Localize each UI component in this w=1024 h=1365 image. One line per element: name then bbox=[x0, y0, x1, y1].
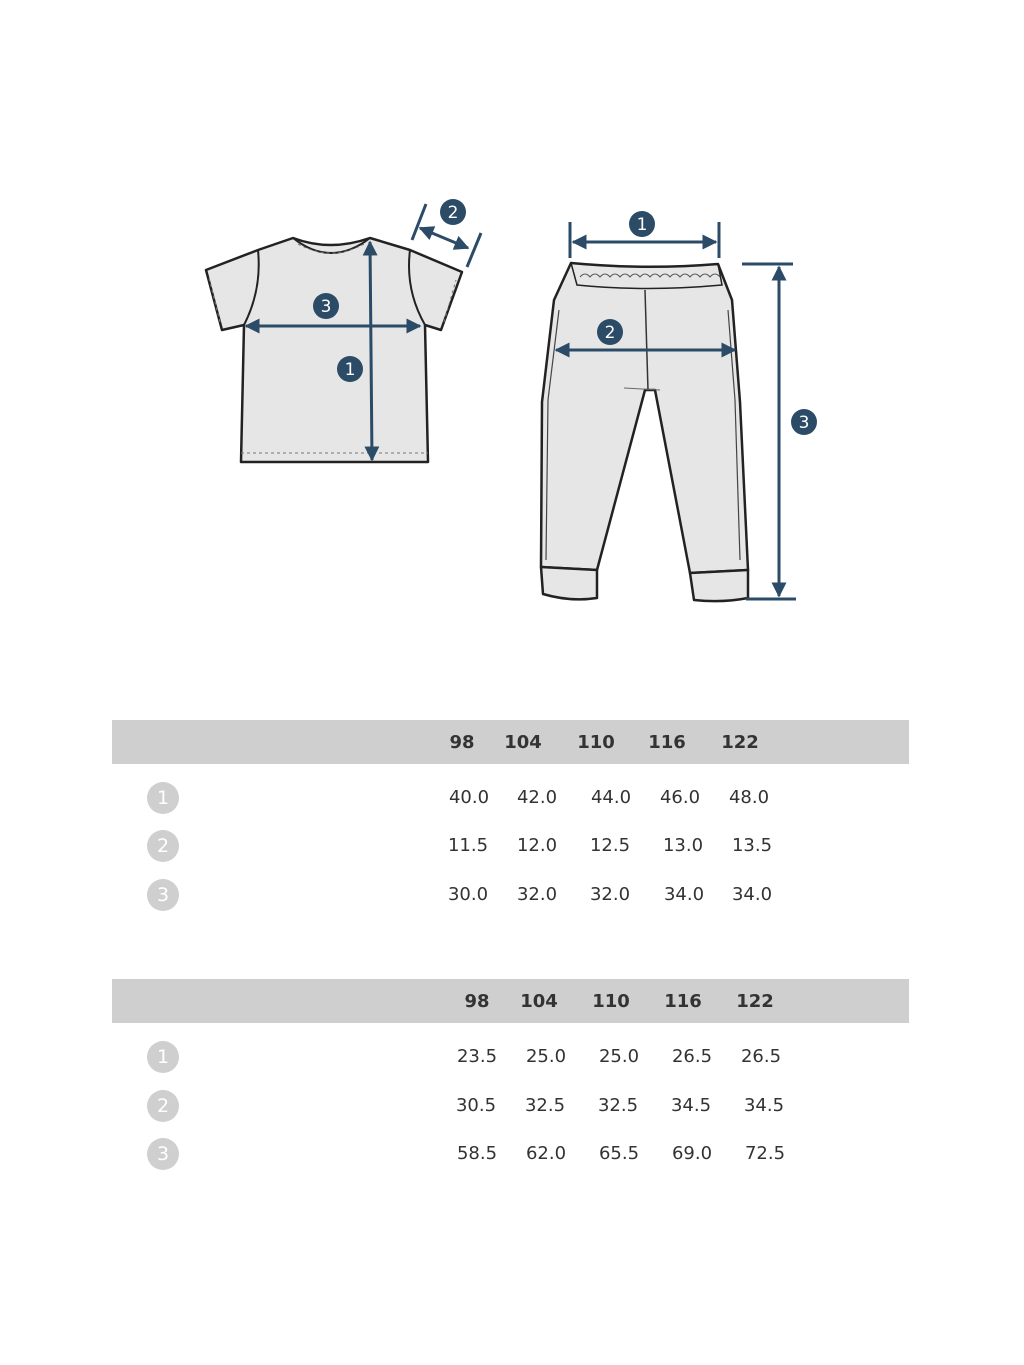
table-cell: 25.0 bbox=[598, 1046, 640, 1067]
size-label: 122 bbox=[736, 991, 774, 1012]
size-label: 98 bbox=[464, 991, 490, 1012]
pants-illustration bbox=[541, 211, 817, 601]
table-row bbox=[112, 1038, 909, 1078]
table-cell: 44.0 bbox=[590, 787, 632, 808]
row-badge: 3 bbox=[147, 1138, 179, 1170]
size-label: 104 bbox=[520, 991, 558, 1012]
table-cell: 58.5 bbox=[456, 1143, 498, 1164]
table-cell: 48.0 bbox=[728, 787, 770, 808]
table-cell: 30.0 bbox=[447, 884, 489, 905]
table-cell: 69.0 bbox=[671, 1143, 713, 1164]
pants-badge-1-label: 1 bbox=[636, 215, 648, 235]
table-cell: 42.0 bbox=[516, 787, 558, 808]
table-cell: 32.5 bbox=[524, 1095, 566, 1116]
table-cell: 23.5 bbox=[456, 1046, 498, 1067]
table-cell: 25.0 bbox=[525, 1046, 567, 1067]
table-cell: 32.0 bbox=[516, 884, 558, 905]
row-badge: 1 bbox=[147, 1041, 179, 1073]
table-cell: 46.0 bbox=[659, 787, 701, 808]
table-cell: 12.0 bbox=[516, 835, 558, 856]
size-label: 110 bbox=[592, 991, 630, 1012]
table-cell: 32.0 bbox=[589, 884, 631, 905]
table-cell: 72.5 bbox=[744, 1143, 786, 1164]
table-row bbox=[112, 827, 909, 867]
table-cell: 32.5 bbox=[597, 1095, 639, 1116]
tshirt-sleeve-arrow bbox=[420, 228, 468, 248]
size-label: 116 bbox=[664, 991, 702, 1012]
table-row bbox=[112, 779, 909, 819]
row-badge: 1 bbox=[147, 782, 179, 814]
table-cell: 26.5 bbox=[740, 1046, 782, 1067]
size-label: 98 bbox=[449, 732, 475, 753]
table-cell: 34.5 bbox=[670, 1095, 712, 1116]
tshirt-badge-3-label: 3 bbox=[320, 297, 332, 317]
size-label: 116 bbox=[648, 732, 686, 753]
row-badge: 2 bbox=[147, 1090, 179, 1122]
table-cell: 40.0 bbox=[448, 787, 490, 808]
tshirt-badge-1-label: 1 bbox=[344, 360, 356, 380]
tshirt-table-header bbox=[112, 720, 909, 764]
pants-table-header bbox=[112, 979, 909, 1023]
table-cell: 30.5 bbox=[455, 1095, 497, 1116]
tshirt-size-table bbox=[112, 720, 909, 920]
pants-badge-3-label: 3 bbox=[798, 413, 810, 433]
row-badge: 2 bbox=[147, 830, 179, 862]
table-cell: 65.5 bbox=[598, 1143, 640, 1164]
table-row bbox=[112, 1135, 909, 1175]
pants-badge-2-label: 2 bbox=[604, 323, 616, 343]
table-cell: 13.5 bbox=[731, 835, 773, 856]
table-cell: 34.0 bbox=[731, 884, 773, 905]
row-badge: 3 bbox=[147, 879, 179, 911]
size-label: 110 bbox=[577, 732, 615, 753]
table-cell: 62.0 bbox=[525, 1143, 567, 1164]
pants-size-table bbox=[112, 979, 909, 1179]
table-cell: 11.5 bbox=[447, 835, 489, 856]
tshirt-length-arrow bbox=[370, 242, 372, 460]
table-cell: 26.5 bbox=[671, 1046, 713, 1067]
tshirt-illustration bbox=[206, 199, 481, 462]
table-cell: 34.5 bbox=[743, 1095, 785, 1116]
table-cell: 13.0 bbox=[662, 835, 704, 856]
size-label: 104 bbox=[504, 732, 542, 753]
table-cell: 12.5 bbox=[589, 835, 631, 856]
table-row bbox=[112, 1087, 909, 1127]
tshirt-badge-2-label: 2 bbox=[447, 203, 459, 223]
table-cell: 34.0 bbox=[663, 884, 705, 905]
size-label: 122 bbox=[721, 732, 759, 753]
table-row bbox=[112, 876, 909, 916]
